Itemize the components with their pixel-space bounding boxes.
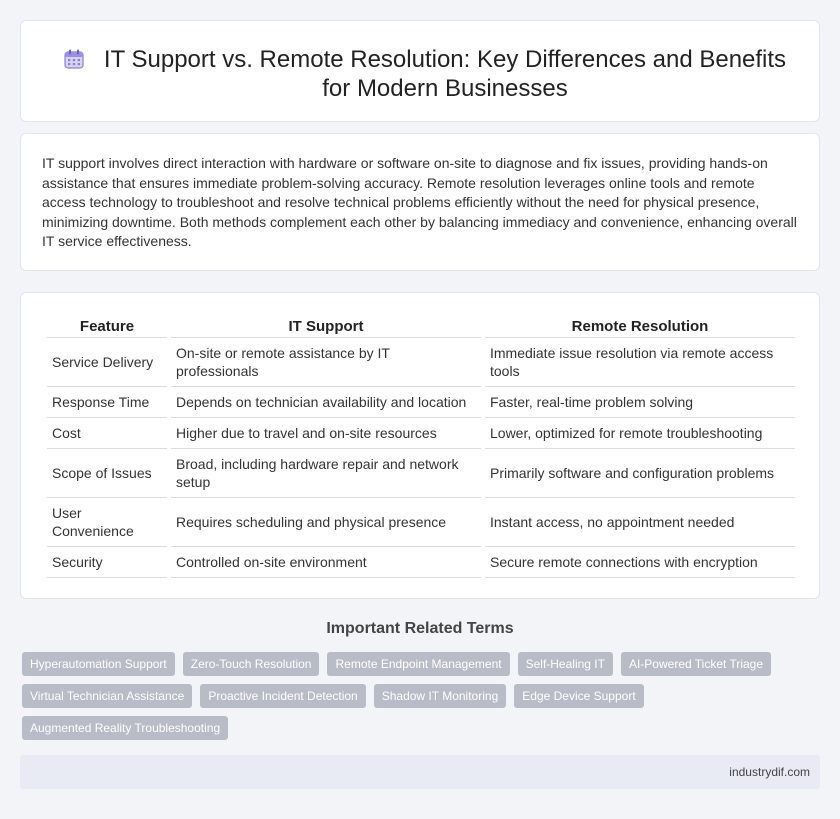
related-term-tag[interactable]: AI-Powered Ticket Triage [621,652,771,676]
intro-paragraph: IT support involves direct interaction with hardware or software on-site to diagnose and fix issues, providing hands-on assistance that ensures immediate problem-solving accuracy. Remote resolution leverages online tools and remote access technology to troubleshoot and resolve technical problems efficiently without the need for physical presence, minimizing downtime. Both methods complement each other by balancing immediacy and convenience, enhancing overall IT service effectiveness. [42,155,797,249]
column-header-feature: Feature [47,315,167,338]
table-cell-remote-resolution: Immediate issue resolution via remote access tools [485,338,795,387]
table-row [47,387,795,418]
table-row [47,449,795,498]
table-cell-remote-resolution: Faster, real-time problem solving [485,387,795,418]
table-cell-remote-resolution: Primarily software and configuration problems [485,449,795,498]
related-terms-title: Important Related Terms [326,620,514,637]
footer-site-link[interactable]: industrydif.com [729,765,810,779]
table-cell-it-support: On-site or remote assistance by IT professionals [171,338,481,387]
intro-card [20,133,820,271]
table-row [47,338,795,387]
table-cell-it-support: Depends on technician availability and location [171,387,481,418]
related-term-tag[interactable]: Shadow IT Monitoring [374,684,507,708]
table-row [47,418,795,449]
table-cell-remote-resolution: Instant access, no appointment needed [485,498,795,547]
table-cell-feature: Security [47,547,167,578]
related-term-tag[interactable]: Hyperautomation Support [22,652,175,676]
table-cell-feature: User Convenience [47,498,167,547]
table-cell-it-support: Higher due to travel and on-site resources [171,418,481,449]
table-cell-feature: Cost [47,418,167,449]
related-term-tag[interactable]: Virtual Technician Assistance [22,684,192,708]
comparison-table [43,315,799,578]
comparison-card [20,292,820,599]
related-term-tag[interactable]: Proactive Incident Detection [200,684,365,708]
table-cell-feature: Service Delivery [47,338,167,387]
related-term-tag[interactable]: Self-Healing IT [518,652,613,676]
table-cell-feature: Response Time [47,387,167,418]
related-term-tag[interactable]: Augmented Reality Troubleshooting [22,716,228,740]
page-title: IT Support vs. Remote Resolution: Key Differences and Benefits for Modern Businesses [103,46,787,102]
table-row [47,547,795,578]
title-card [20,20,820,122]
related-term-tag[interactable]: Zero-Touch Resolution [183,652,320,676]
related-terms-list [22,652,802,740]
table-cell-feature: Scope of Issues [47,449,167,498]
table-cell-it-support: Controlled on-site environment [171,547,481,578]
table-header-row [47,315,795,338]
table-cell-remote-resolution: Lower, optimized for remote troubleshooting [485,418,795,449]
table-cell-remote-resolution: Secure remote connections with encryption [485,547,795,578]
table-cell-it-support: Requires scheduling and physical presence [171,498,481,547]
column-header-remote-resolution: Remote Resolution [485,315,795,338]
table-cell-it-support: Broad, including hardware repair and network setup [171,449,481,498]
related-term-tag[interactable]: Remote Endpoint Management [327,652,509,676]
table-row [47,498,795,547]
footer [20,755,820,789]
column-header-it-support: IT Support [171,315,481,338]
related-term-tag[interactable]: Edge Device Support [514,684,643,708]
